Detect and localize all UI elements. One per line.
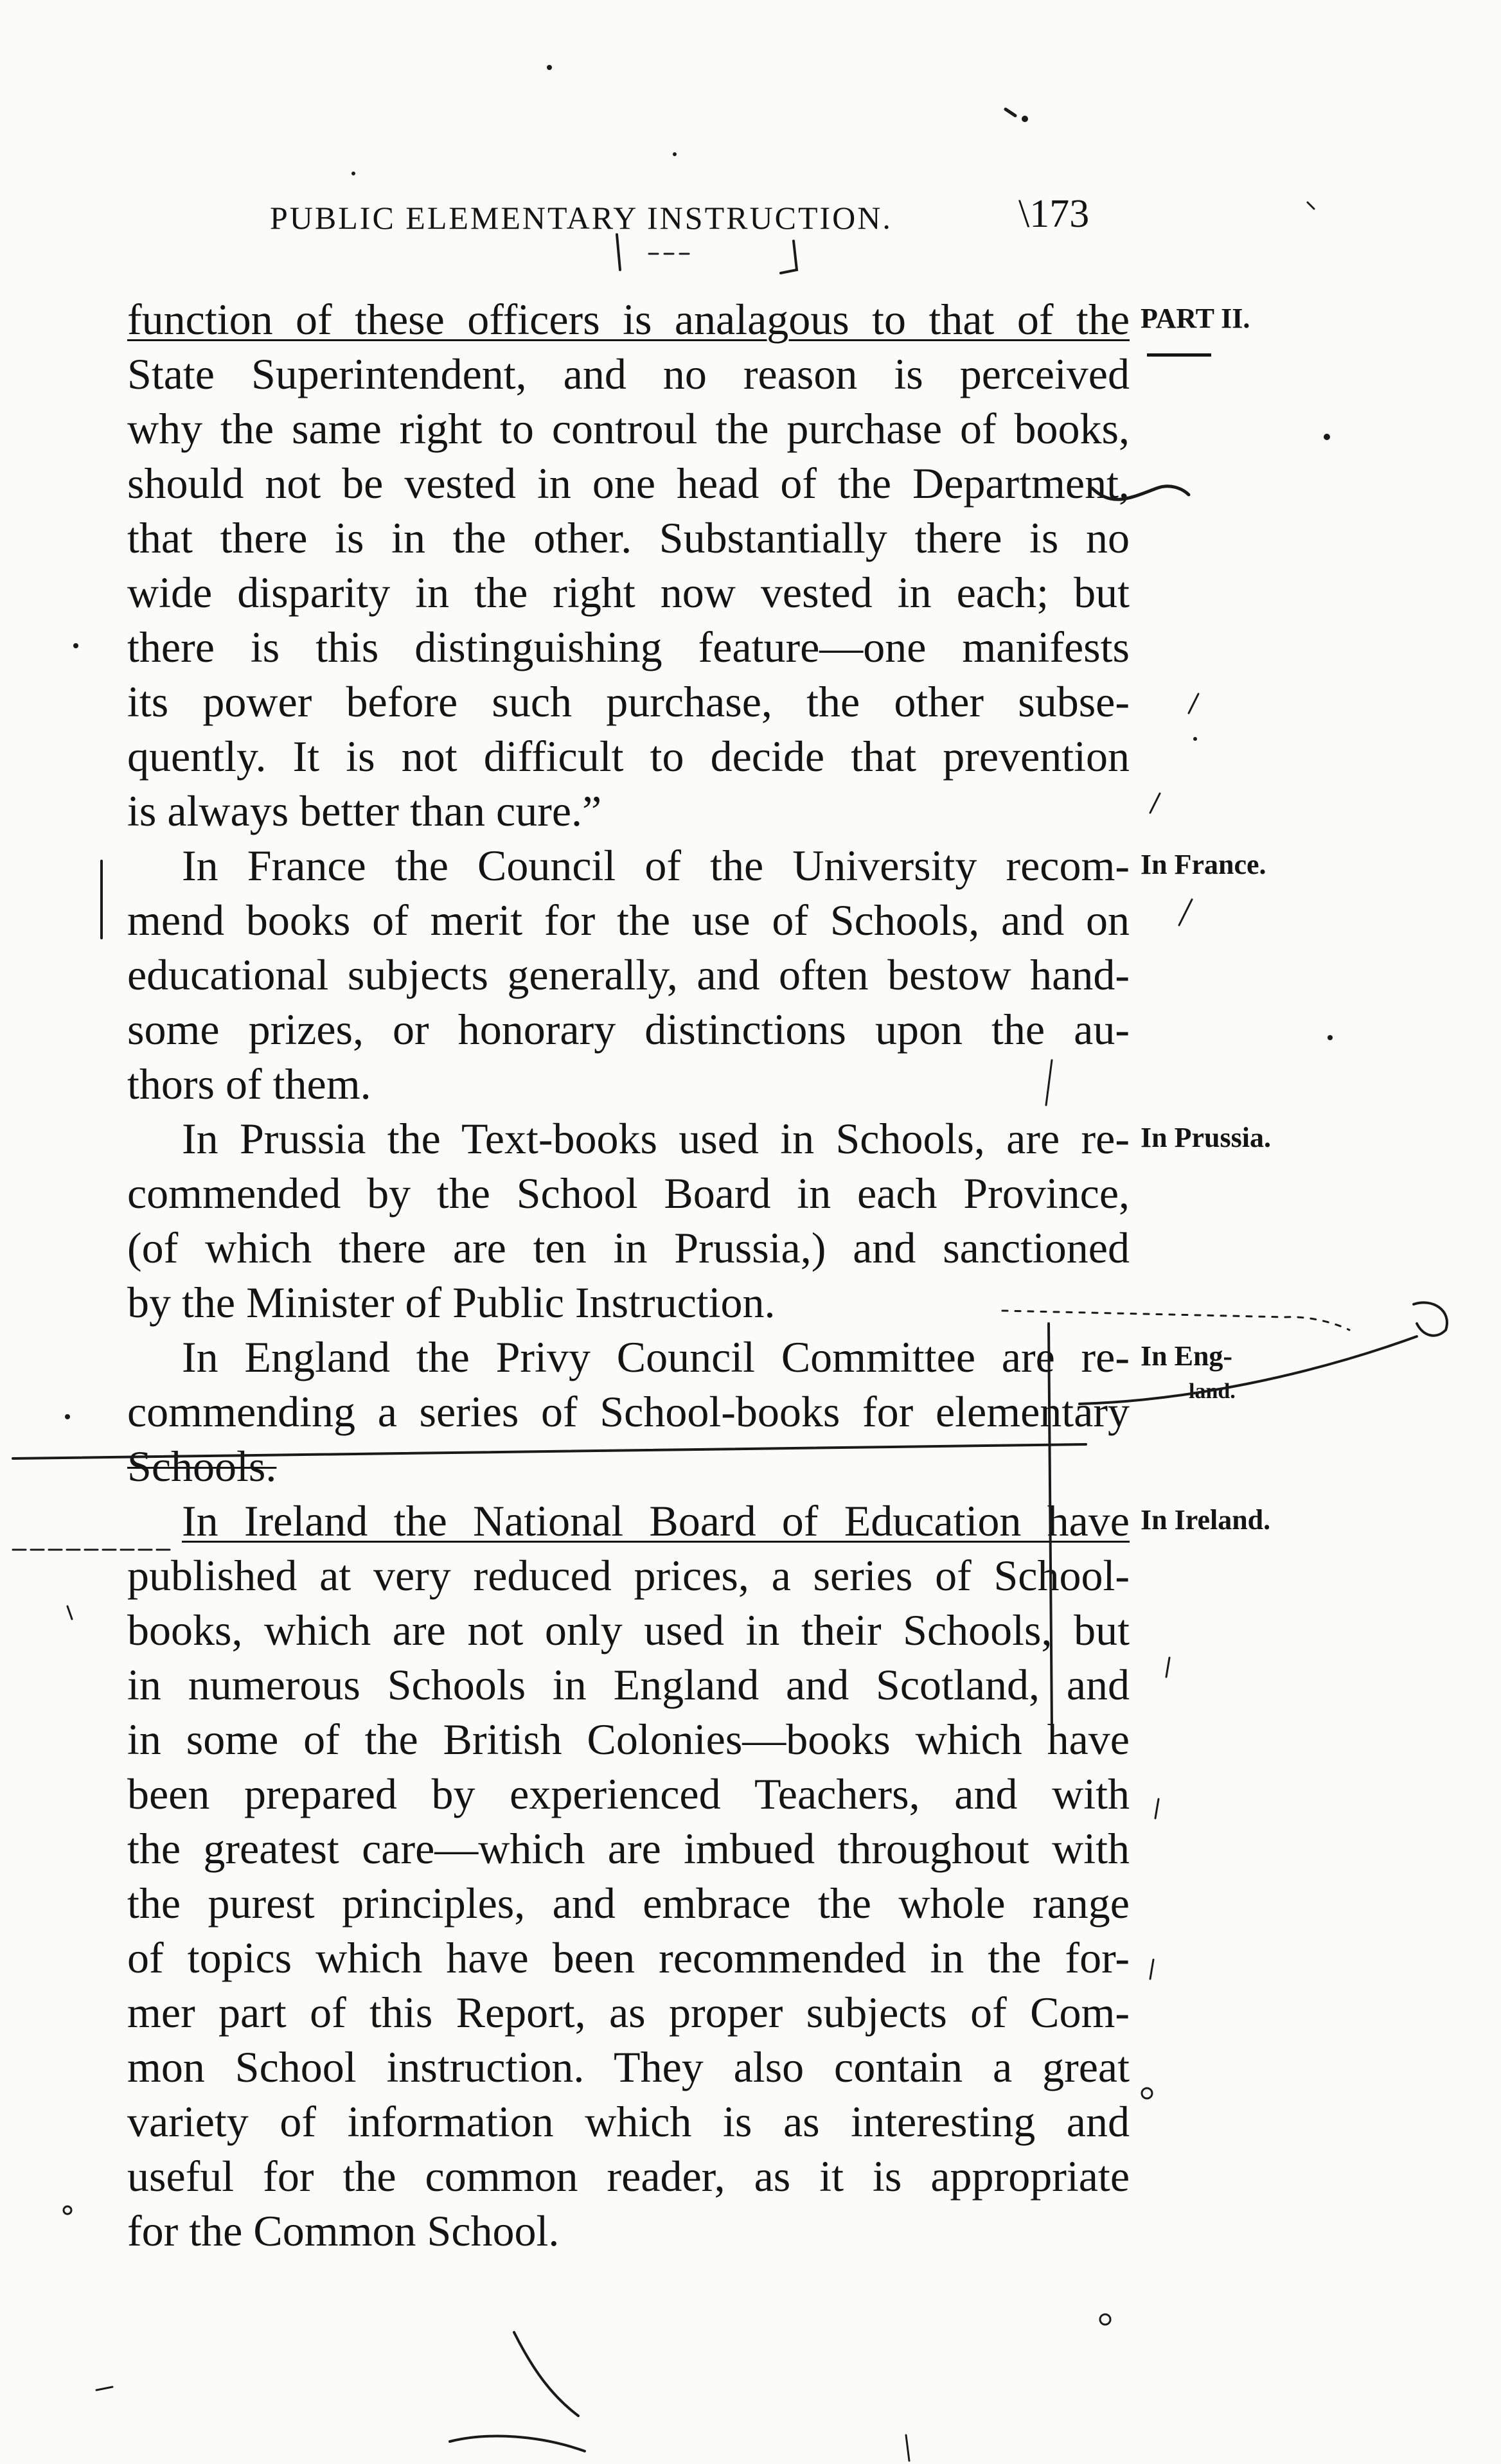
- running-head: PUBLIC ELEMENTARY INSTRUCTION.: [270, 200, 893, 236]
- text-line: published at very reduced prices, a series of School-: [127, 1551, 1130, 1600]
- text-line: quently. It is not difficult to decide that prevention: [127, 732, 1130, 781]
- text-line: been prepared by experienced Teachers, and with: [127, 1769, 1130, 1818]
- text-line: mer part of this Report, as proper subjects of Com-: [127, 1988, 1130, 2037]
- text-line: there is this distinguishing feature—one manifests: [127, 623, 1130, 671]
- text-line: function of these officers is analagous to that of the: [127, 295, 1130, 344]
- ink-ring: [1100, 2314, 1110, 2325]
- text-line: mon School instruction. They also contain a great: [127, 2043, 1130, 2091]
- text-line: the greatest care—which are imbued throughout with: [127, 1824, 1130, 1873]
- text-line: is always better than cure.”: [127, 786, 602, 835]
- text-line: commending a series of School-books for elementary: [127, 1387, 1130, 1436]
- pen-stroke: [1006, 109, 1015, 116]
- ink-dot: [1022, 116, 1028, 122]
- ink-dot: [1324, 434, 1330, 440]
- text-line: variety of information which is as interesting and: [127, 2097, 1130, 2146]
- pen-stroke: [1414, 1302, 1447, 1335]
- marginal-note-france: In France.: [1141, 849, 1266, 880]
- pen-stroke: [1150, 1960, 1153, 1979]
- paragraph-ireland-start: In Ireland the National Board of Education have: [182, 1496, 1130, 1545]
- text-line: some prizes, or honorary distinctions upon the au-: [127, 1005, 1130, 1054]
- pen-stroke: [1155, 1799, 1159, 1818]
- text-line: books, which are not only used in their Schools, but: [127, 1606, 1130, 1654]
- marginal-note-england-1: In Eng-: [1141, 1340, 1233, 1372]
- text-line: Schools.: [127, 1442, 277, 1491]
- text-line: for the Common School.: [127, 2206, 560, 2255]
- pen-stroke: [1308, 202, 1314, 209]
- pen-stroke: [96, 2387, 112, 2390]
- ink-dot: [673, 152, 677, 156]
- page-number: \173: [1018, 192, 1090, 236]
- pen-stroke: [450, 2436, 585, 2451]
- marginal-note-england-2: land.: [1189, 1379, 1236, 1403]
- marginal-note-part: PART II.: [1141, 303, 1250, 334]
- ink-ring: [64, 2206, 71, 2214]
- ink-dot: [1328, 1035, 1333, 1040]
- marginal-note-prussia: In Prussia.: [1141, 1122, 1271, 1153]
- ink-dot: [1193, 737, 1197, 741]
- text-line: (of which there are ten in Prussia,) and sanctioned: [127, 1223, 1130, 1272]
- text-line: wide disparity in the right now vested in each; but: [127, 568, 1130, 617]
- ink-ring: [1142, 2088, 1152, 2098]
- text-line: its power before such purchase, the other subse-: [127, 677, 1130, 726]
- page-header: [270, 192, 1124, 251]
- paragraph-france-start: In France the Council of the University recom-: [182, 841, 1130, 890]
- pen-stroke: [1079, 1336, 1417, 1404]
- pen-stroke: [1179, 900, 1192, 925]
- paragraph-england-start: In England the Privy Council Committee are re-: [182, 1333, 1130, 1381]
- body-text: [127, 292, 1130, 2258]
- text-line: the purest principles, and embrace the whole range: [127, 1879, 1130, 1928]
- text-line: educational subjects generally, and often bestow hand-: [127, 950, 1130, 999]
- pen-stroke: [1150, 793, 1160, 813]
- paragraph-prussia-start: In Prussia the Text-books used in Schools, are re-: [182, 1114, 1130, 1163]
- text-line: by the Minister of Public Instruction.: [127, 1278, 776, 1327]
- text-line: that there is in the other. Substantially there is no: [127, 513, 1130, 562]
- text-line: useful for the common reader, as it is appropriate: [127, 2152, 1130, 2201]
- text-line: thors of them.: [127, 1059, 371, 1108]
- text-line: of topics which have been recommended in the for-: [127, 1933, 1130, 1982]
- pen-stroke: [67, 1606, 72, 1619]
- text-line: in some of the British Colonies—books which have: [127, 1715, 1130, 1764]
- ink-dot: [547, 65, 552, 70]
- ink-dot: [73, 643, 78, 648]
- marginal-note-ireland: In Ireland.: [1141, 1504, 1271, 1536]
- ink-dot: [65, 1414, 70, 1419]
- text-line: commended by the School Board in each Province,: [127, 1169, 1130, 1218]
- text-line: mend books of merit for the use of Schools, and on: [127, 896, 1130, 944]
- pen-stroke: [514, 2332, 578, 2416]
- pen-stroke: [1166, 1658, 1169, 1677]
- text-line: should not be vested in one head of the Department,: [127, 459, 1130, 508]
- text-line: State Superintendent, and no reason is perceived: [127, 350, 1130, 398]
- text-line: in numerous Schools in England and Scotland, and: [127, 1660, 1130, 1709]
- text-line: why the same right to controul the purchase of books,: [127, 404, 1130, 453]
- pen-stroke: [1189, 694, 1198, 713]
- ink-dot: [351, 172, 355, 175]
- marginal-rule: [1147, 353, 1211, 357]
- pen-stroke: [906, 2435, 909, 2461]
